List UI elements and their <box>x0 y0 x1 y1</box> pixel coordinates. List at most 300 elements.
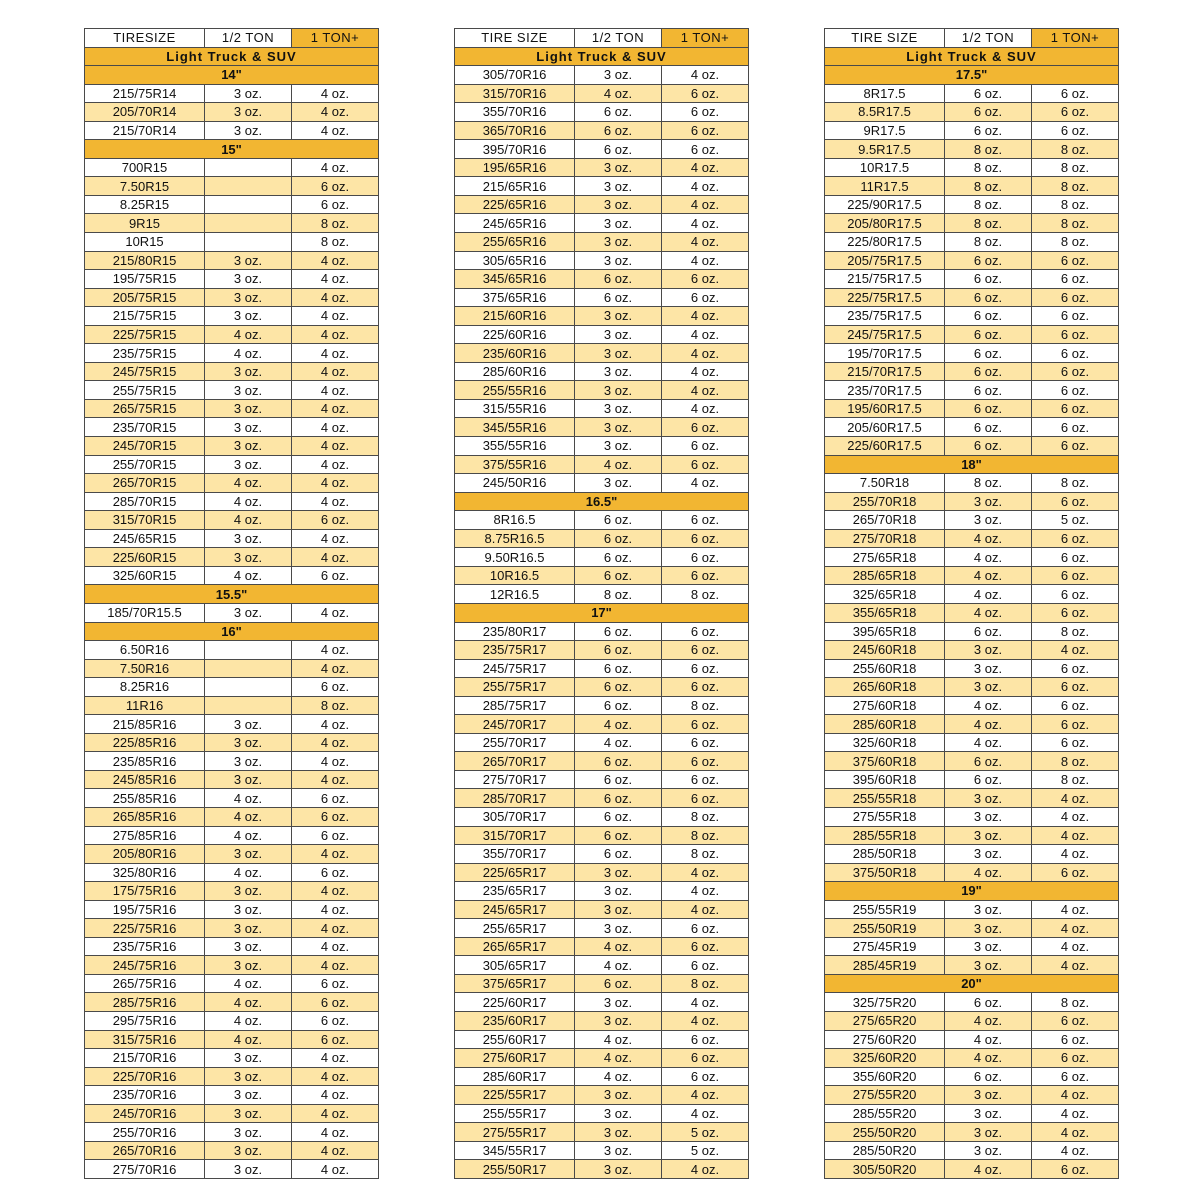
half-ton-cell: 3 oz. <box>205 1141 292 1160</box>
tire-size-cell: 325/60R20 <box>825 1049 945 1068</box>
half-ton-cell: 3 oz. <box>575 381 662 400</box>
one-ton-plus-cell: 4 oz. <box>292 84 379 103</box>
one-ton-plus-cell: 4 oz. <box>292 882 379 901</box>
one-ton-plus-cell: 4 oz. <box>1032 1086 1119 1105</box>
tire-size-cell: 8R17.5 <box>825 84 945 103</box>
half-ton-header: 1/2 TON <box>575 29 662 48</box>
half-ton-cell: 6 oz. <box>945 993 1032 1012</box>
half-ton-cell: 4 oz. <box>945 548 1032 567</box>
table-row <box>85 84 379 103</box>
table-row <box>85 1049 379 1068</box>
tire-size-cell: 275/70R16 <box>85 1160 205 1179</box>
half-ton-cell: 4 oz. <box>945 585 1032 604</box>
table-row <box>825 548 1119 567</box>
half-ton-cell: 6 oz. <box>575 845 662 864</box>
one-ton-plus-cell: 6 oz. <box>292 566 379 585</box>
one-ton-plus-cell: 4 oz. <box>662 1104 749 1123</box>
half-ton-cell: 3 oz. <box>205 956 292 975</box>
one-ton-plus-cell: 6 oz. <box>292 993 379 1012</box>
one-ton-plus-cell: 4 oz. <box>292 900 379 919</box>
tire-size-cell: 12R16.5 <box>455 585 575 604</box>
one-ton-plus-cell: 4 oz. <box>662 66 749 85</box>
one-ton-plus-cell: 4 oz. <box>1032 845 1119 864</box>
tire-size-cell: 255/50R20 <box>825 1123 945 1142</box>
one-ton-plus-cell: 6 oz. <box>292 1011 379 1030</box>
half-ton-cell: 4 oz. <box>205 566 292 585</box>
one-ton-plus-cell: 4 oz. <box>292 288 379 307</box>
half-ton-cell: 3 oz. <box>575 418 662 437</box>
one-ton-plus-cell: 4 oz. <box>662 863 749 882</box>
one-ton-plus-cell: 5 oz. <box>662 1141 749 1160</box>
one-ton-plus-cell: 4 oz. <box>662 177 749 196</box>
one-ton-plus-cell: 6 oz. <box>662 84 749 103</box>
one-ton-plus-cell: 4 oz. <box>292 399 379 418</box>
table-row <box>455 1030 749 1049</box>
table-row <box>455 585 749 604</box>
one-ton-plus-cell: 4 oz. <box>1032 807 1119 826</box>
tire-size-cell: 265/70R16 <box>85 1141 205 1160</box>
table-row <box>825 770 1119 789</box>
half-ton-cell: 3 oz. <box>945 789 1032 808</box>
table-row <box>455 845 749 864</box>
table-row <box>85 529 379 548</box>
table-row <box>85 214 379 233</box>
table-row <box>85 362 379 381</box>
tire-size-cell: 255/70R15 <box>85 455 205 474</box>
tire-size-cell: 9.5R17.5 <box>825 140 945 159</box>
half-ton-cell <box>205 158 292 177</box>
tire-size-cell: 7.50R15 <box>85 177 205 196</box>
tire-size-cell: 215/75R17.5 <box>825 270 945 289</box>
tire-size-cell: 235/75R17 <box>455 641 575 660</box>
tire-size-cell: 285/70R15 <box>85 492 205 511</box>
one-ton-plus-cell: 6 oz. <box>662 548 749 567</box>
one-ton-plus-cell: 6 oz. <box>1032 288 1119 307</box>
half-ton-cell: 6 oz. <box>575 974 662 993</box>
tire-size-cell: 245/50R16 <box>455 474 575 493</box>
half-ton-cell: 3 oz. <box>205 418 292 437</box>
table-row <box>85 1123 379 1142</box>
table-row <box>85 1030 379 1049</box>
half-ton-cell: 3 oz. <box>575 437 662 456</box>
table-row <box>825 566 1119 585</box>
tire-size-cell: 255/75R15 <box>85 381 205 400</box>
tire-size-cell: 245/65R16 <box>455 214 575 233</box>
tire-size-cell: 255/60R17 <box>455 1030 575 1049</box>
half-ton-cell: 8 oz. <box>945 214 1032 233</box>
one-ton-plus-cell: 4 oz. <box>292 251 379 270</box>
table-row <box>85 956 379 975</box>
one-ton-plus-cell: 4 oz. <box>292 1160 379 1179</box>
table-row <box>825 1141 1119 1160</box>
table-row <box>455 103 749 122</box>
tire-size-cell: 325/60R15 <box>85 566 205 585</box>
table-row <box>85 789 379 808</box>
tire-size-cell: 245/85R16 <box>85 770 205 789</box>
table-row <box>455 529 749 548</box>
one-ton-plus-cell: 8 oz. <box>292 214 379 233</box>
tire-size-cell: 225/75R17.5 <box>825 288 945 307</box>
table-row <box>85 381 379 400</box>
tire-size-cell: 245/75R17 <box>455 659 575 678</box>
one-ton-plus-cell: 4 oz. <box>1032 789 1119 808</box>
tire-size-cell: 225/75R16 <box>85 919 205 938</box>
half-ton-cell: 3 oz. <box>575 1160 662 1179</box>
table-row <box>825 603 1119 622</box>
tire-size-cell: 8.75R16.5 <box>455 529 575 548</box>
half-ton-cell: 4 oz. <box>575 84 662 103</box>
table-row <box>825 325 1119 344</box>
table-row <box>85 678 379 697</box>
one-ton-plus-cell: 6 oz. <box>1032 715 1119 734</box>
one-ton-plus-cell: 6 oz. <box>292 826 379 845</box>
one-ton-plus-cell: 6 oz. <box>662 770 749 789</box>
tire-size-cell: 265/70R17 <box>455 752 575 771</box>
tire-size-cell: 225/60R16 <box>455 325 575 344</box>
table-row <box>825 826 1119 845</box>
tire-size-cell: 9R15 <box>85 214 205 233</box>
tire-size-cell: 345/55R17 <box>455 1141 575 1160</box>
one-ton-plus-cell: 4 oz. <box>292 1104 379 1123</box>
one-ton-plus-cell: 4 oz. <box>662 307 749 326</box>
header-row <box>825 29 1119 48</box>
half-ton-cell: 3 oz. <box>205 882 292 901</box>
half-ton-cell: 3 oz. <box>575 919 662 938</box>
half-ton-cell: 3 oz. <box>205 733 292 752</box>
rim-size-label: 20" <box>825 974 1119 993</box>
half-ton-cell: 3 oz. <box>575 66 662 85</box>
table-row <box>455 1011 749 1030</box>
table-row <box>85 1086 379 1105</box>
table-row <box>85 659 379 678</box>
table-row <box>455 474 749 493</box>
table-row <box>85 177 379 196</box>
tire-size-cell: 195/65R16 <box>455 158 575 177</box>
table-row <box>455 1104 749 1123</box>
one-ton-plus-cell: 6 oz. <box>1032 399 1119 418</box>
table-row <box>825 807 1119 826</box>
tire-size-cell: 265/70R18 <box>825 511 945 530</box>
half-ton-cell: 3 oz. <box>575 233 662 252</box>
half-ton-cell: 4 oz. <box>945 1049 1032 1068</box>
tire-size-cell: 215/70R14 <box>85 121 205 140</box>
one-ton-plus-cell: 4 oz. <box>662 214 749 233</box>
one-ton-plus-cell: 4 oz. <box>1032 1104 1119 1123</box>
tire-size-cell: 265/60R18 <box>825 678 945 697</box>
tire-size-cell: 205/60R17.5 <box>825 418 945 437</box>
tire-size-cell: 215/75R15 <box>85 307 205 326</box>
table-row <box>455 1049 749 1068</box>
rim-size-section-row <box>455 603 749 622</box>
rim-size-label: 16" <box>85 622 379 641</box>
one-ton-plus-cell: 6 oz. <box>1032 418 1119 437</box>
half-ton-cell: 3 oz. <box>205 1049 292 1068</box>
tire-size-cell: 395/65R18 <box>825 622 945 641</box>
half-ton-cell: 3 oz. <box>205 548 292 567</box>
one-ton-plus-cell: 8 oz. <box>1032 993 1119 1012</box>
one-ton-plus-cell: 6 oz. <box>1032 696 1119 715</box>
table-row <box>825 641 1119 660</box>
half-ton-cell: 3 oz. <box>575 307 662 326</box>
half-ton-cell: 3 oz. <box>575 900 662 919</box>
half-ton-cell: 3 oz. <box>945 641 1032 660</box>
table-row <box>825 1049 1119 1068</box>
tire-size-cell: 235/70R16 <box>85 1086 205 1105</box>
half-ton-cell: 4 oz. <box>575 1067 662 1086</box>
half-ton-cell: 4 oz. <box>205 511 292 530</box>
one-ton-plus-cell: 4 oz. <box>292 937 379 956</box>
one-ton-plus-cell: 6 oz. <box>662 455 749 474</box>
one-ton-plus-cell: 4 oz. <box>1032 641 1119 660</box>
table-row <box>825 993 1119 1012</box>
half-ton-cell: 4 oz. <box>205 993 292 1012</box>
table-row <box>825 344 1119 363</box>
tire-size-cell: 285/50R18 <box>825 845 945 864</box>
tire-size-cell: 395/60R18 <box>825 770 945 789</box>
half-ton-cell: 6 oz. <box>945 399 1032 418</box>
half-ton-cell: 4 oz. <box>575 956 662 975</box>
half-ton-cell <box>205 641 292 660</box>
tire-size-cell: 365/70R16 <box>455 121 575 140</box>
one-ton-plus-cell: 8 oz. <box>1032 233 1119 252</box>
one-ton-plus-header: 1 TON+ <box>662 29 749 48</box>
tire-size-cell: 235/75R17.5 <box>825 307 945 326</box>
tire-size-cell: 10R17.5 <box>825 158 945 177</box>
half-ton-cell: 8 oz. <box>945 177 1032 196</box>
half-ton-cell: 3 oz. <box>205 845 292 864</box>
one-ton-plus-cell: 6 oz. <box>662 566 749 585</box>
tire-size-cell: 315/70R17 <box>455 826 575 845</box>
one-ton-plus-cell: 4 oz. <box>1032 1123 1119 1142</box>
table-row <box>455 548 749 567</box>
table-row <box>455 233 749 252</box>
half-ton-cell: 3 oz. <box>575 214 662 233</box>
one-ton-plus-header: 1 TON+ <box>292 29 379 48</box>
half-ton-cell: 4 oz. <box>205 863 292 882</box>
one-ton-plus-cell: 4 oz. <box>292 158 379 177</box>
tire-size-cell: 8.5R17.5 <box>825 103 945 122</box>
tire-size-header: TIRESIZE <box>85 29 205 48</box>
one-ton-plus-cell: 6 oz. <box>662 956 749 975</box>
tire-size-cell: 305/70R16 <box>455 66 575 85</box>
half-ton-cell: 4 oz. <box>575 1030 662 1049</box>
half-ton-cell: 3 oz. <box>945 826 1032 845</box>
one-ton-plus-cell: 8 oz. <box>662 585 749 604</box>
half-ton-cell: 3 oz. <box>205 307 292 326</box>
tire-size-cell: 235/70R15 <box>85 418 205 437</box>
half-ton-cell: 3 oz. <box>945 1123 1032 1142</box>
table-row <box>455 678 749 697</box>
table-row <box>85 233 379 252</box>
one-ton-plus-cell: 6 oz. <box>662 1067 749 1086</box>
table-row <box>455 974 749 993</box>
one-ton-plus-cell: 6 oz. <box>292 807 379 826</box>
tire-size-cell: 285/60R17 <box>455 1067 575 1086</box>
one-ton-plus-cell: 6 oz. <box>662 529 749 548</box>
table-row <box>85 1104 379 1123</box>
table-row <box>825 437 1119 456</box>
half-ton-cell: 3 oz. <box>945 659 1032 678</box>
half-ton-header: 1/2 TON <box>205 29 292 48</box>
half-ton-cell: 6 oz. <box>945 270 1032 289</box>
half-ton-cell: 6 oz. <box>945 84 1032 103</box>
half-ton-cell: 6 oz. <box>945 288 1032 307</box>
tire-size-header: TIRE SIZE <box>825 29 945 48</box>
half-ton-cell: 6 oz. <box>945 770 1032 789</box>
one-ton-plus-cell: 8 oz. <box>1032 195 1119 214</box>
half-ton-cell: 4 oz. <box>945 566 1032 585</box>
half-ton-cell: 6 oz. <box>575 678 662 697</box>
one-ton-plus-cell: 6 oz. <box>1032 121 1119 140</box>
one-ton-plus-cell: 4 oz. <box>292 956 379 975</box>
half-ton-cell: 6 oz. <box>945 103 1032 122</box>
rim-size-section-row <box>455 492 749 511</box>
half-ton-cell: 3 oz. <box>575 1104 662 1123</box>
one-ton-plus-cell: 6 oz. <box>1032 103 1119 122</box>
tire-size-cell: 275/60R17 <box>455 1049 575 1068</box>
table-row <box>455 511 749 530</box>
one-ton-plus-cell: 4 oz. <box>292 307 379 326</box>
tire-size-cell: 205/75R15 <box>85 288 205 307</box>
half-ton-cell: 6 oz. <box>575 807 662 826</box>
table-row <box>825 1067 1119 1086</box>
rim-size-label: 17" <box>455 603 749 622</box>
one-ton-plus-cell: 6 oz. <box>662 418 749 437</box>
one-ton-plus-cell: 4 oz. <box>662 1086 749 1105</box>
tire-size-cell: 11R17.5 <box>825 177 945 196</box>
half-ton-cell: 6 oz. <box>575 140 662 159</box>
one-ton-plus-cell: 4 oz. <box>292 1067 379 1086</box>
one-ton-plus-cell: 6 oz. <box>662 659 749 678</box>
half-ton-cell: 4 oz. <box>945 696 1032 715</box>
half-ton-cell: 4 oz. <box>205 807 292 826</box>
table-row <box>455 659 749 678</box>
one-ton-plus-cell: 6 oz. <box>292 974 379 993</box>
one-ton-plus-cell: 6 oz. <box>1032 344 1119 363</box>
half-ton-cell <box>205 195 292 214</box>
tire-size-cell: 395/70R16 <box>455 140 575 159</box>
half-ton-cell <box>205 233 292 252</box>
table-row <box>85 288 379 307</box>
one-ton-plus-cell: 6 oz. <box>1032 733 1119 752</box>
half-ton-cell: 6 oz. <box>945 622 1032 641</box>
table-row <box>825 715 1119 734</box>
tire-size-cell: 315/75R16 <box>85 1030 205 1049</box>
table-row <box>455 325 749 344</box>
one-ton-plus-cell: 4 oz. <box>292 418 379 437</box>
half-ton-cell: 4 oz. <box>575 455 662 474</box>
tire-size-cell: 245/70R16 <box>85 1104 205 1123</box>
one-ton-plus-cell: 6 oz. <box>1032 381 1119 400</box>
tire-size-cell: 225/85R16 <box>85 733 205 752</box>
half-ton-cell: 3 oz. <box>205 437 292 456</box>
half-ton-cell: 3 oz. <box>205 715 292 734</box>
half-ton-cell <box>205 214 292 233</box>
rim-size-section-row <box>85 585 379 604</box>
half-ton-cell: 6 oz. <box>945 362 1032 381</box>
one-ton-plus-cell: 4 oz. <box>292 381 379 400</box>
half-ton-cell: 3 oz. <box>575 251 662 270</box>
half-ton-cell: 3 oz. <box>205 752 292 771</box>
table-row <box>455 307 749 326</box>
half-ton-cell: 3 oz. <box>575 1086 662 1105</box>
one-ton-plus-cell: 4 oz. <box>292 492 379 511</box>
table-row <box>85 807 379 826</box>
rim-size-section-row <box>825 455 1119 474</box>
half-ton-cell: 3 oz. <box>205 900 292 919</box>
half-ton-cell: 8 oz. <box>945 140 1032 159</box>
half-ton-cell: 3 oz. <box>205 1086 292 1105</box>
one-ton-plus-cell: 8 oz. <box>1032 214 1119 233</box>
tire-size-cell: 285/55R18 <box>825 826 945 845</box>
tire-size-cell: 8R16.5 <box>455 511 575 530</box>
rim-size-label: 16.5" <box>455 492 749 511</box>
category-row <box>825 47 1119 66</box>
tire-size-cell: 205/75R17.5 <box>825 251 945 270</box>
table-row <box>825 529 1119 548</box>
half-ton-cell <box>205 678 292 697</box>
half-ton-cell: 6 oz. <box>945 381 1032 400</box>
tire-size-cell: 375/50R18 <box>825 863 945 882</box>
half-ton-cell: 3 oz. <box>205 919 292 938</box>
tire-size-cell: 8.25R15 <box>85 195 205 214</box>
table-row <box>455 1141 749 1160</box>
one-ton-plus-cell: 6 oz. <box>662 288 749 307</box>
half-ton-cell: 6 oz. <box>575 288 662 307</box>
table-row <box>825 1030 1119 1049</box>
table-row <box>825 474 1119 493</box>
half-ton-cell: 6 oz. <box>945 325 1032 344</box>
half-ton-cell <box>205 659 292 678</box>
one-ton-plus-cell: 6 oz. <box>1032 270 1119 289</box>
table-row <box>825 288 1119 307</box>
rim-size-section-row <box>825 882 1119 901</box>
one-ton-plus-cell: 4 oz. <box>662 474 749 493</box>
one-ton-plus-cell: 8 oz. <box>292 233 379 252</box>
one-ton-plus-cell: 6 oz. <box>1032 1030 1119 1049</box>
rim-size-label: 14" <box>85 66 379 85</box>
half-ton-cell: 3 oz. <box>575 882 662 901</box>
one-ton-plus-cell: 4 oz. <box>1032 1141 1119 1160</box>
table-row <box>825 84 1119 103</box>
table-row <box>85 900 379 919</box>
table-row <box>825 937 1119 956</box>
tire-size-cell: 265/75R16 <box>85 974 205 993</box>
table-row <box>825 158 1119 177</box>
table-row <box>825 919 1119 938</box>
half-ton-cell <box>205 177 292 196</box>
table-row <box>825 511 1119 530</box>
table-row <box>455 437 749 456</box>
half-ton-cell: 6 oz. <box>575 696 662 715</box>
category-title: Light Truck & SUV <box>85 47 379 66</box>
one-ton-plus-cell: 6 oz. <box>1032 566 1119 585</box>
tire-size-cell: 225/80R17.5 <box>825 233 945 252</box>
half-ton-cell: 3 oz. <box>575 1011 662 1030</box>
table-row <box>455 158 749 177</box>
tire-size-cell: 255/50R19 <box>825 919 945 938</box>
one-ton-plus-cell: 4 oz. <box>662 158 749 177</box>
table-row <box>825 1011 1119 1030</box>
one-ton-plus-cell: 6 oz. <box>662 270 749 289</box>
table-row <box>455 696 749 715</box>
one-ton-plus-cell: 4 oz. <box>662 344 749 363</box>
header-row <box>455 29 749 48</box>
table-row <box>85 603 379 622</box>
tire-size-cell: 215/75R14 <box>85 84 205 103</box>
one-ton-plus-cell: 4 oz. <box>292 362 379 381</box>
rim-size-label: 15.5" <box>85 585 379 604</box>
